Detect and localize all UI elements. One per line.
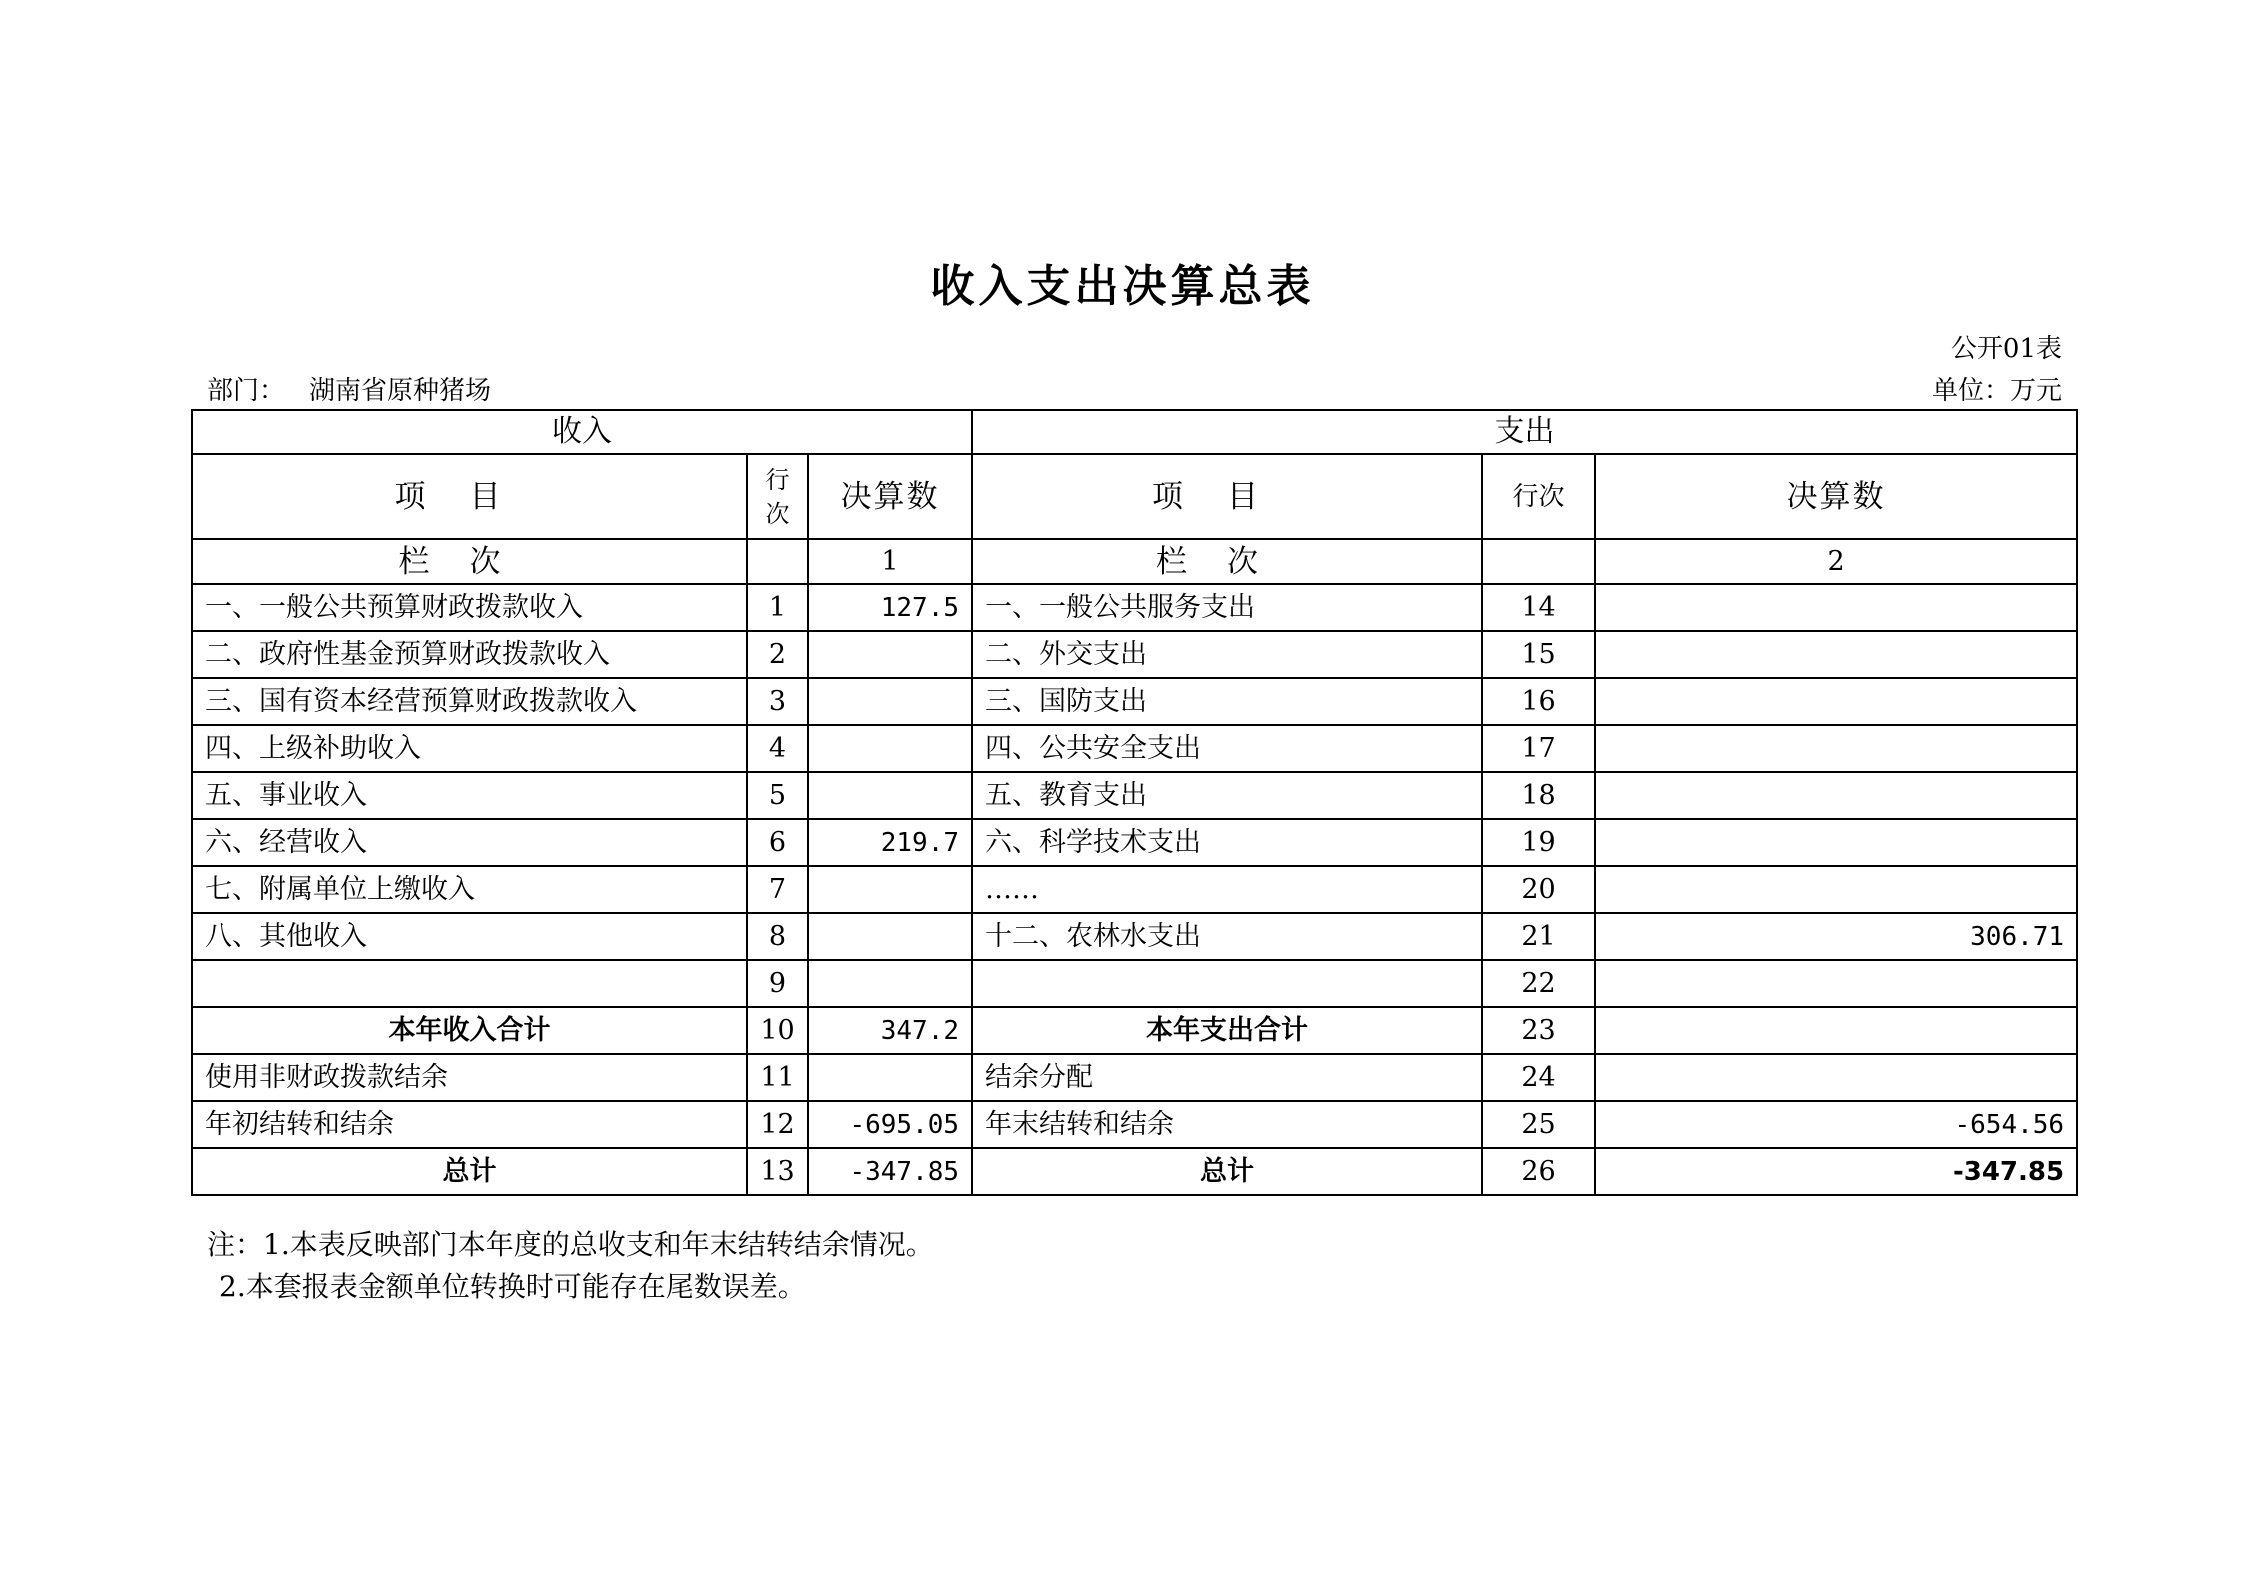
expense-amount: 306.71 [1595,913,2077,960]
expense-row-no: 14 [1482,584,1595,631]
income-row-no: 12 [747,1101,808,1148]
income-row-no: 4 [747,725,808,772]
expense-item: 十二、农林水支出 [972,913,1482,960]
summary-table [191,409,2078,1196]
income-amount-header: 决算数 [808,454,972,539]
income-item: 七、附属单位上缴收入 [192,866,747,913]
income-item [192,960,747,1007]
income-row-no: 11 [747,1054,808,1101]
table-row [192,1101,2077,1148]
expense-item: 二、外交支出 [972,631,1482,678]
note-line-2: 2.本套报表金额单位转换时可能存在尾数误差。 [219,1270,806,1303]
expense-row-no: 26 [1482,1148,1595,1195]
income-amount: 127.5 [808,584,972,631]
expense-total-label: 总计 [972,1148,1482,1195]
page-title: 收入支出决算总表 [930,261,1315,312]
table-row [192,960,2077,1007]
expense-amount: -654.56 [1595,1101,2077,1148]
income-rowno-header [747,454,808,539]
expense-item-header: 项目 [972,454,1482,539]
table-row [192,631,2077,678]
expense-item: 一、一般公共服务支出 [972,584,1482,631]
expense-section-header: 支出 [972,410,2077,454]
expense-row-no: 25 [1482,1101,1595,1148]
income-item: 六、经营收入 [192,819,747,866]
income-colno: 1 [808,539,972,584]
income-row-no: 6 [747,819,808,866]
expense-amount [1595,960,2077,1007]
income-row-no: 1 [747,584,808,631]
expense-item [972,960,1482,1007]
expense-item: 年末结转和结余 [972,1101,1482,1148]
table-row [192,819,2077,866]
expense-amount [1595,1054,2077,1101]
expense-amount [1595,584,2077,631]
income-row-no: 9 [747,960,808,1007]
expense-amount-header: 决算数 [1595,454,2077,539]
income-item: 八、其他收入 [192,913,747,960]
income-amount [808,1054,972,1101]
header-row-sections [192,410,2077,454]
expense-row-no: 18 [1482,772,1595,819]
table-row [192,1054,2077,1101]
income-amount: -695.05 [808,1101,972,1148]
income-item: 使用非财政拨款结余 [192,1054,747,1101]
income-item: 四、上级补助收入 [192,725,747,772]
income-total-label: 总计 [192,1148,747,1195]
department-name: 湖南省原种猪场 [309,376,492,406]
expense-item: 五、教育支出 [972,772,1482,819]
income-row-no: 13 [747,1148,808,1195]
income-row-no: 5 [747,772,808,819]
income-item: 一、一般公共预算财政拨款收入 [192,584,747,631]
expense-item: 四、公共安全支出 [972,725,1482,772]
expense-subtotal-label: 本年支出合计 [972,1007,1482,1054]
expense-colno-empty [1482,539,1595,584]
expense-subtotal-amount [1595,1007,2077,1054]
total-row [192,1148,2077,1195]
income-row-no: 7 [747,866,808,913]
income-total-amount: -347.85 [808,1148,972,1195]
income-row-no: 10 [747,1007,808,1054]
expense-amount [1595,725,2077,772]
expense-total-amount: -347.85 [1595,1148,2077,1195]
table-row [192,584,2077,631]
table-row [192,913,2077,960]
expense-row-no: 15 [1482,631,1595,678]
header-row-colno [192,539,2077,584]
header-row-columns [192,454,2077,539]
income-row-no: 3 [747,678,808,725]
expense-row-no: 23 [1482,1007,1595,1054]
income-row-no: 2 [747,631,808,678]
rowno-bottom: 次 [765,499,790,528]
expense-row-no: 24 [1482,1054,1595,1101]
subtotal-row [192,1007,2077,1054]
expense-amount [1595,678,2077,725]
income-subtotal-label: 本年收入合计 [192,1007,747,1054]
expense-row-no: 22 [1482,960,1595,1007]
rowno-top: 行 [765,465,790,494]
income-amount [808,960,972,1007]
expense-colno: 2 [1595,539,2077,584]
income-amount [808,631,972,678]
expense-item: 三、国防支出 [972,678,1482,725]
form-code: 公开01表 [1950,334,2062,364]
income-amount [808,866,972,913]
income-item: 五、事业收入 [192,772,747,819]
income-amount [808,913,972,960]
expense-row-no: 16 [1482,678,1595,725]
expense-item: 结余分配 [972,1054,1482,1101]
expense-amount [1595,866,2077,913]
income-colno-label: 栏次 [192,539,747,584]
income-amount [808,772,972,819]
income-item: 二、政府性基金预算财政拨款收入 [192,631,747,678]
expense-row-no: 20 [1482,866,1595,913]
expense-row-no: 17 [1482,725,1595,772]
table-row [192,866,2077,913]
table-row [192,678,2077,725]
expense-row-no: 21 [1482,913,1595,960]
income-item-header: 项目 [192,454,747,539]
income-colno-empty [747,539,808,584]
expense-row-no: 19 [1482,819,1595,866]
income-subtotal-amount: 347.2 [808,1007,972,1054]
income-amount: 219.7 [808,819,972,866]
income-row-no: 8 [747,913,808,960]
notes [207,1224,934,1308]
expense-rowno-header: 行次 [1482,454,1595,539]
income-item: 三、国有资本经营预算财政拨款收入 [192,678,747,725]
expense-colno-label: 栏次 [972,539,1482,584]
income-item: 年初结转和结余 [192,1101,747,1148]
income-amount [808,678,972,725]
expense-amount [1595,631,2077,678]
expense-item: 六、科学技术支出 [972,819,1482,866]
expense-amount [1595,819,2077,866]
table-row [192,725,2077,772]
income-section-header: 收入 [192,410,972,454]
department [207,370,491,407]
note-line-1: 注：1.本表反映部门本年度的总收支和年末结转结余情况。 [207,1228,934,1261]
table-row [192,772,2077,819]
expense-amount [1595,772,2077,819]
income-amount [808,725,972,772]
unit-label: 单位：万元 [1931,376,2062,406]
department-label: 部门： [207,376,286,406]
expense-item: …… [972,866,1482,913]
